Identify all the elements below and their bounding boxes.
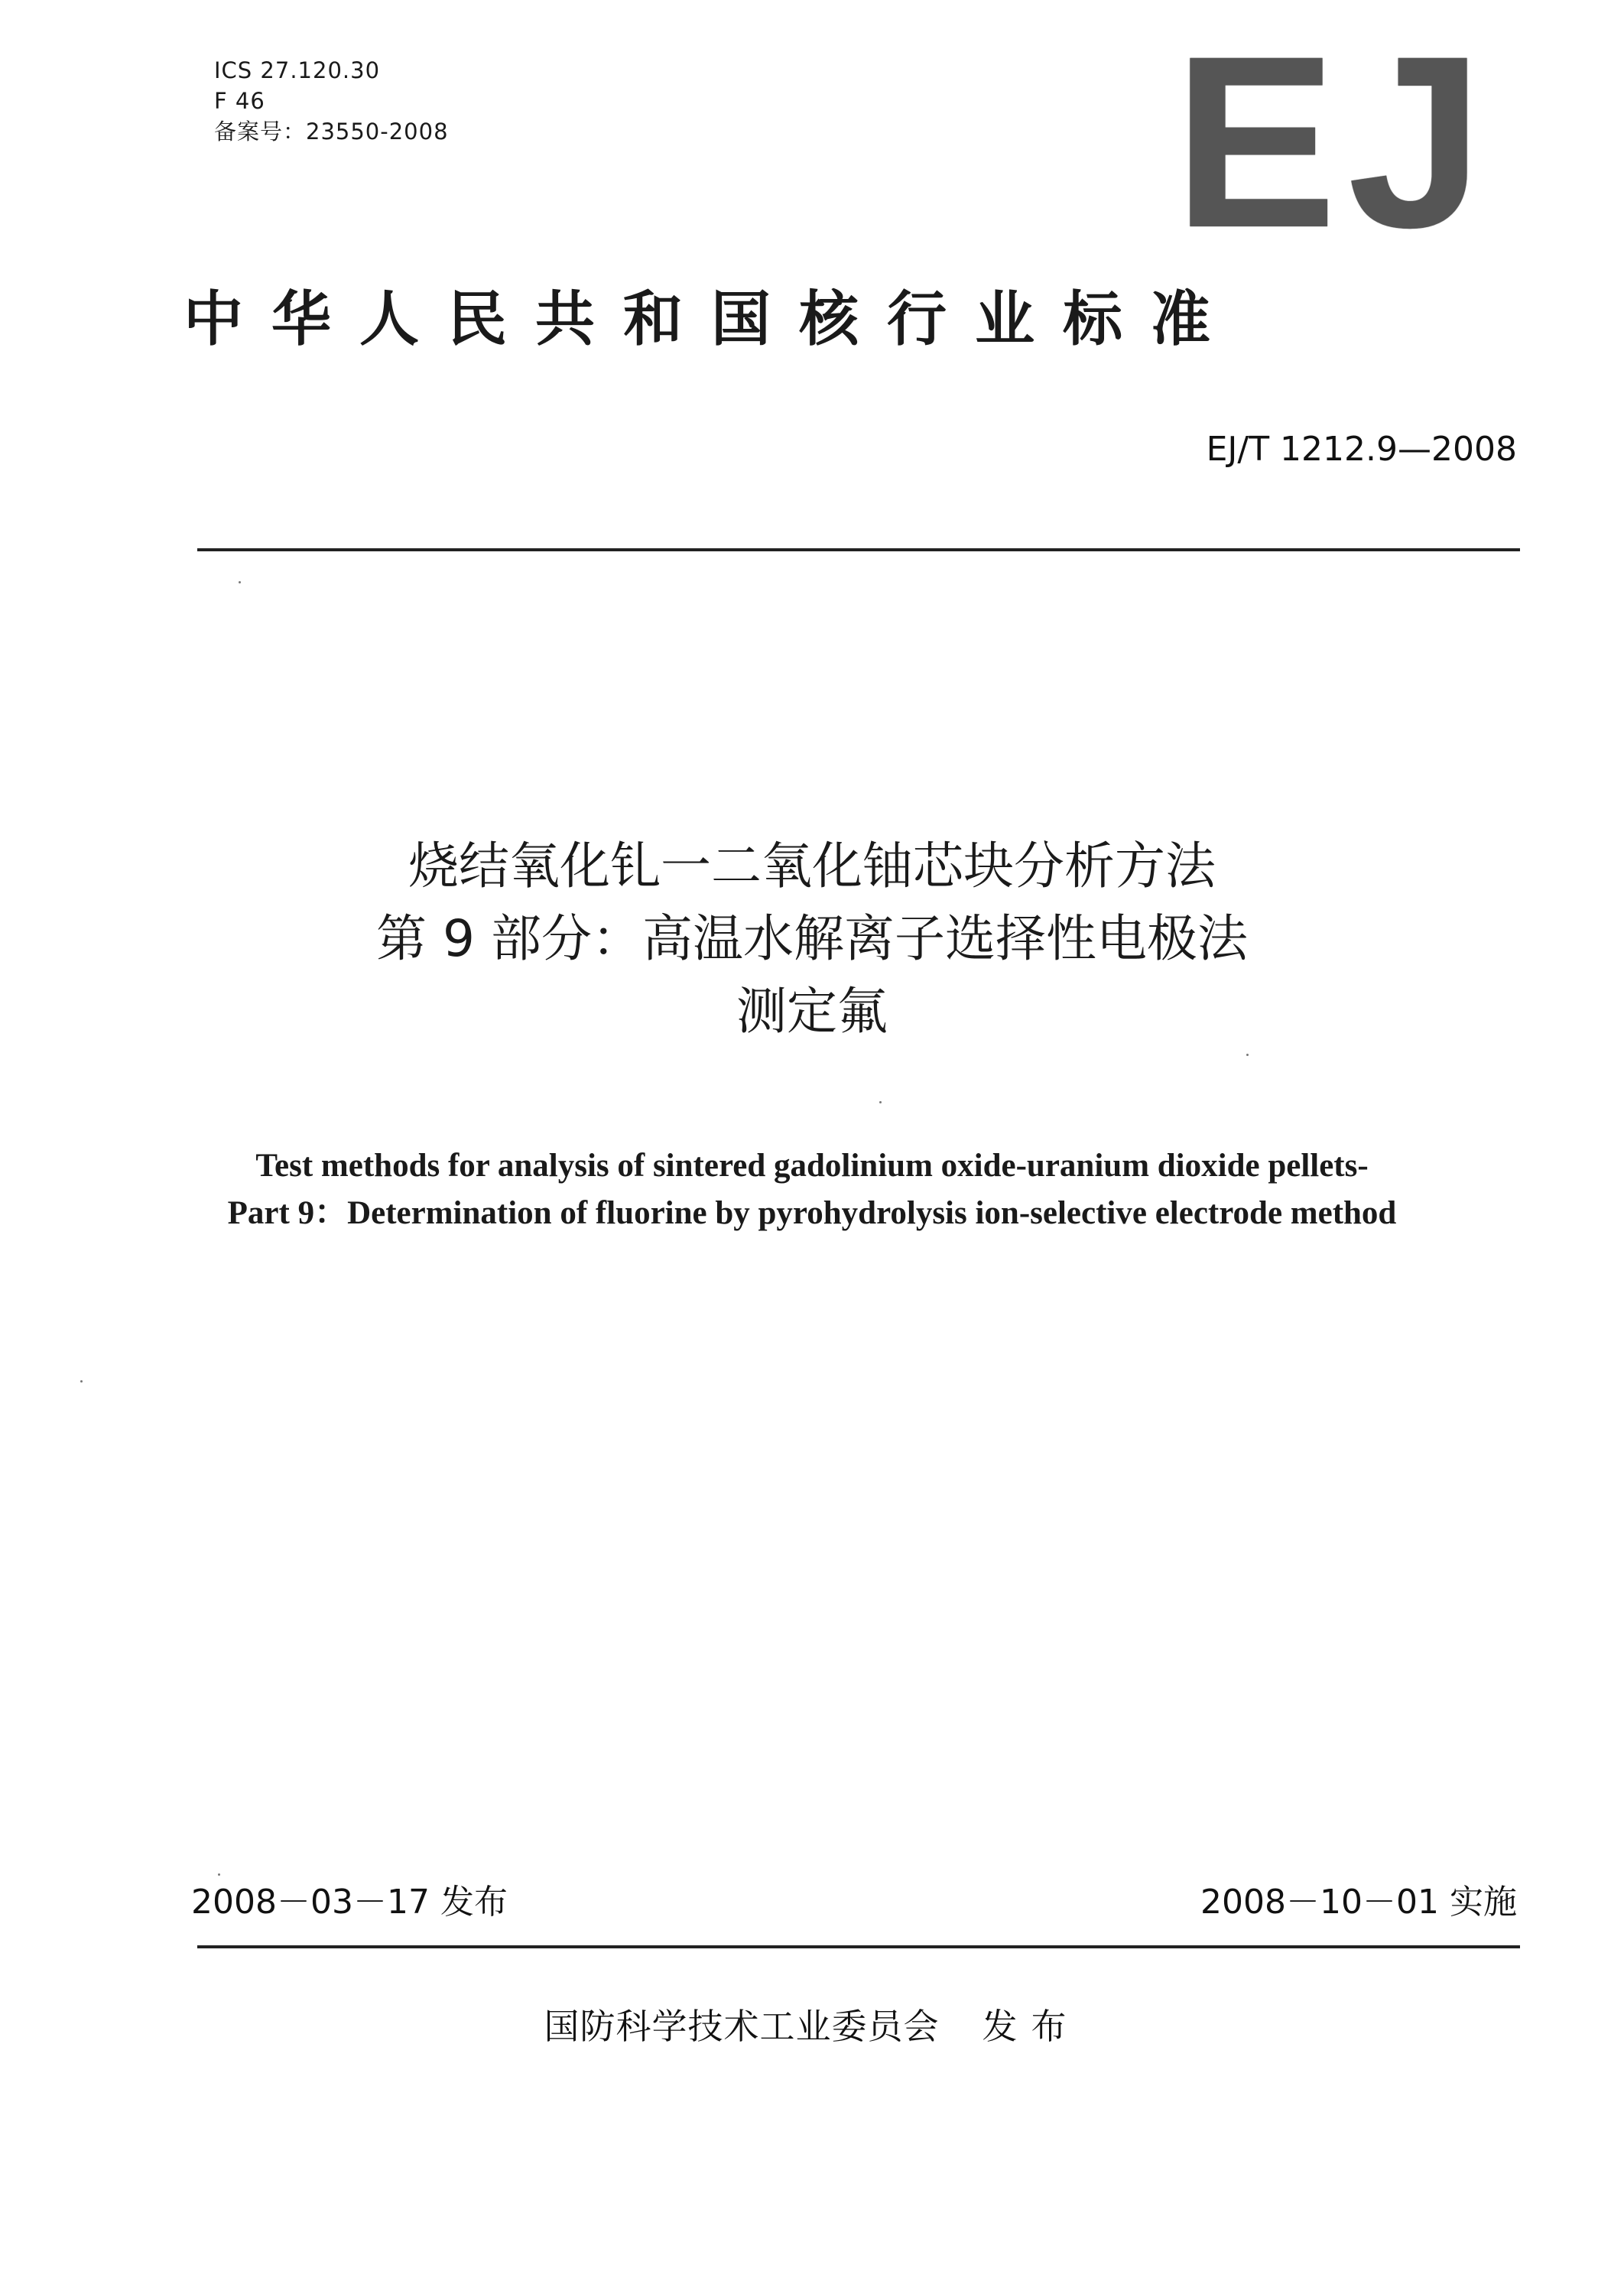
standard-heading: 中华人民共和国核行业标准 <box>184 285 1239 354</box>
record-number: 备案号：23550-2008 <box>214 119 449 145</box>
top-divider <box>197 548 1520 551</box>
chinese-title <box>0 830 1624 1048</box>
english-title <box>0 1142 1624 1237</box>
publish-date: 2008－03－17 发布 <box>191 1883 508 1922</box>
chinese-title-line-2: 第 9 部分：高温水解离子选择性电极法 <box>376 909 1248 968</box>
scan-speck <box>80 1380 83 1383</box>
chinese-title-line-3: 测定氟 <box>736 982 888 1041</box>
english-title-line-2: Part 9：Determination of fluorine by pyrohydrolysis ion-selective electrode method <box>227 1195 1397 1231</box>
scan-speck <box>879 1101 882 1103</box>
bottom-divider <box>197 1945 1520 1948</box>
issuer-action: 发布 <box>982 2006 1080 2047</box>
standard-number: EJ/T 1212.9—2008 <box>1206 430 1517 469</box>
classification-block <box>214 55 449 147</box>
scan-speck <box>218 1873 220 1876</box>
ej-logo: EJ <box>1174 5 1495 278</box>
chinese-title-line-1: 烧结氧化钆一二氧化铀芯块分析方法 <box>408 837 1216 895</box>
ics-code: ICS 27.120.30 <box>214 57 381 83</box>
issuer <box>0 2003 1624 2049</box>
ccs-code: F 46 <box>214 88 265 114</box>
english-title-line-1: Test methods for analysis of sintered gadolinium oxide-uranium dioxide pellets- <box>255 1148 1369 1184</box>
effective-date: 2008－10－01 实施 <box>1200 1883 1517 1922</box>
scan-speck <box>1246 1054 1249 1056</box>
issuer-organization: 国防科学技术工业委员会 <box>544 2006 940 2047</box>
scan-speck <box>239 581 241 583</box>
